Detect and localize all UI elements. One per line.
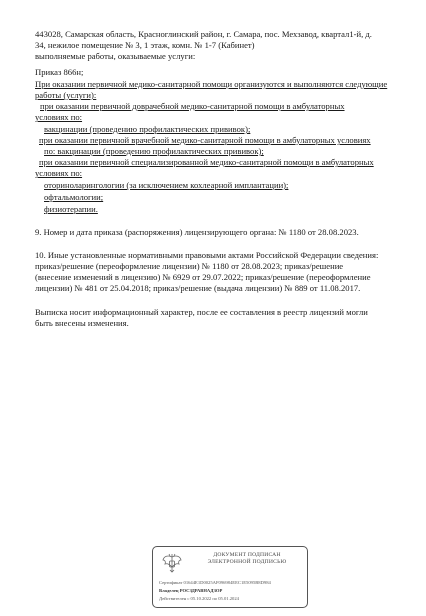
order-reference: Приказ 866н; xyxy=(35,67,84,77)
service-line: вакцинации (проведению профилактических прививок); xyxy=(44,124,251,134)
service-line: при оказании первичной доврачебной медико-санитарной помощи в амбулаторных xyxy=(40,101,345,111)
electronic-signature-stamp xyxy=(152,546,308,608)
section-10-line: лицензии) № 481 от 25.04.2018; приказ/решение (выдача лицензии) № 889 от 11.08.2017. xyxy=(35,283,361,293)
coat-of-arms-emblem-icon xyxy=(160,551,184,575)
certificate-owner: Владелец РОСЗДРАВНАДЗОР xyxy=(159,588,223,593)
service-line: по: вакцинации (проведению профилактических прививок); xyxy=(44,146,264,156)
signature-title xyxy=(193,552,301,566)
service-line: офтальмологии; xyxy=(44,192,104,202)
certificate-number: Сертификат 01644E1D0025AF096984EEC1E5095B8D984 xyxy=(159,580,271,585)
service-line: оториноларингологии (за исключением кохлеарной имплантации); xyxy=(44,180,289,190)
works-heading: выполняемые работы, оказываемые услуги: xyxy=(35,51,196,61)
address-line-1: 443028, Самарская область, Красноглинский район, г. Самара, пос. Мехзавод, квартал1-й, д. xyxy=(35,29,372,39)
service-line: физиотерапии. xyxy=(44,204,98,214)
section-10-line: 10. Иные установленные нормативными правовыми актами Российской Федерации сведения: xyxy=(35,250,379,260)
section-10-line: (внесение изменений в лицензию) № 6929 от 29.07.2022; приказ/решение (переоформление xyxy=(35,272,371,282)
signature-title-line: ЭЛЕКТРОННОЙ ПОДПИСЬЮ xyxy=(207,559,287,565)
section-10-line: приказ/решение (переоформление лицензии) № 1180 от 28.08.2023; приказ/решение xyxy=(35,261,344,271)
service-line: при оказании первичной врачебной медико-санитарной помощи в амбулаторных условиях xyxy=(39,135,371,145)
address-line-2: 34, нежилое помещение № 3, 1 этаж, комн. № 1-7 (Кабинет) xyxy=(35,40,255,50)
disclaimer-line: Выписка носит информационный характер, после ее составления в реестр лицензий могли xyxy=(35,307,368,317)
certificate-validity: Действителен с 05.10.2022 по 05.01.2024 xyxy=(159,596,239,601)
intro-line-1: При оказании первичной медико-санитарной помощи организуются и выполняются следующие xyxy=(35,79,388,89)
intro-line-2: работы (услуги): xyxy=(35,90,97,100)
disclaimer-line: быть внесены изменения. xyxy=(35,318,129,328)
section-9: 9. Номер и дата приказа (распоряжения) лицензирующего органа: № 1180 от 28.08.2023. xyxy=(35,227,359,237)
service-line: при оказании первичной специализированной медико-санитарной помощи в амбулаторных xyxy=(39,157,374,167)
service-line: условиях по: xyxy=(35,168,83,178)
signature-title-line: ДОКУМЕНТ ПОДПИСАН xyxy=(213,552,281,558)
service-line: условиях по: xyxy=(35,112,83,122)
